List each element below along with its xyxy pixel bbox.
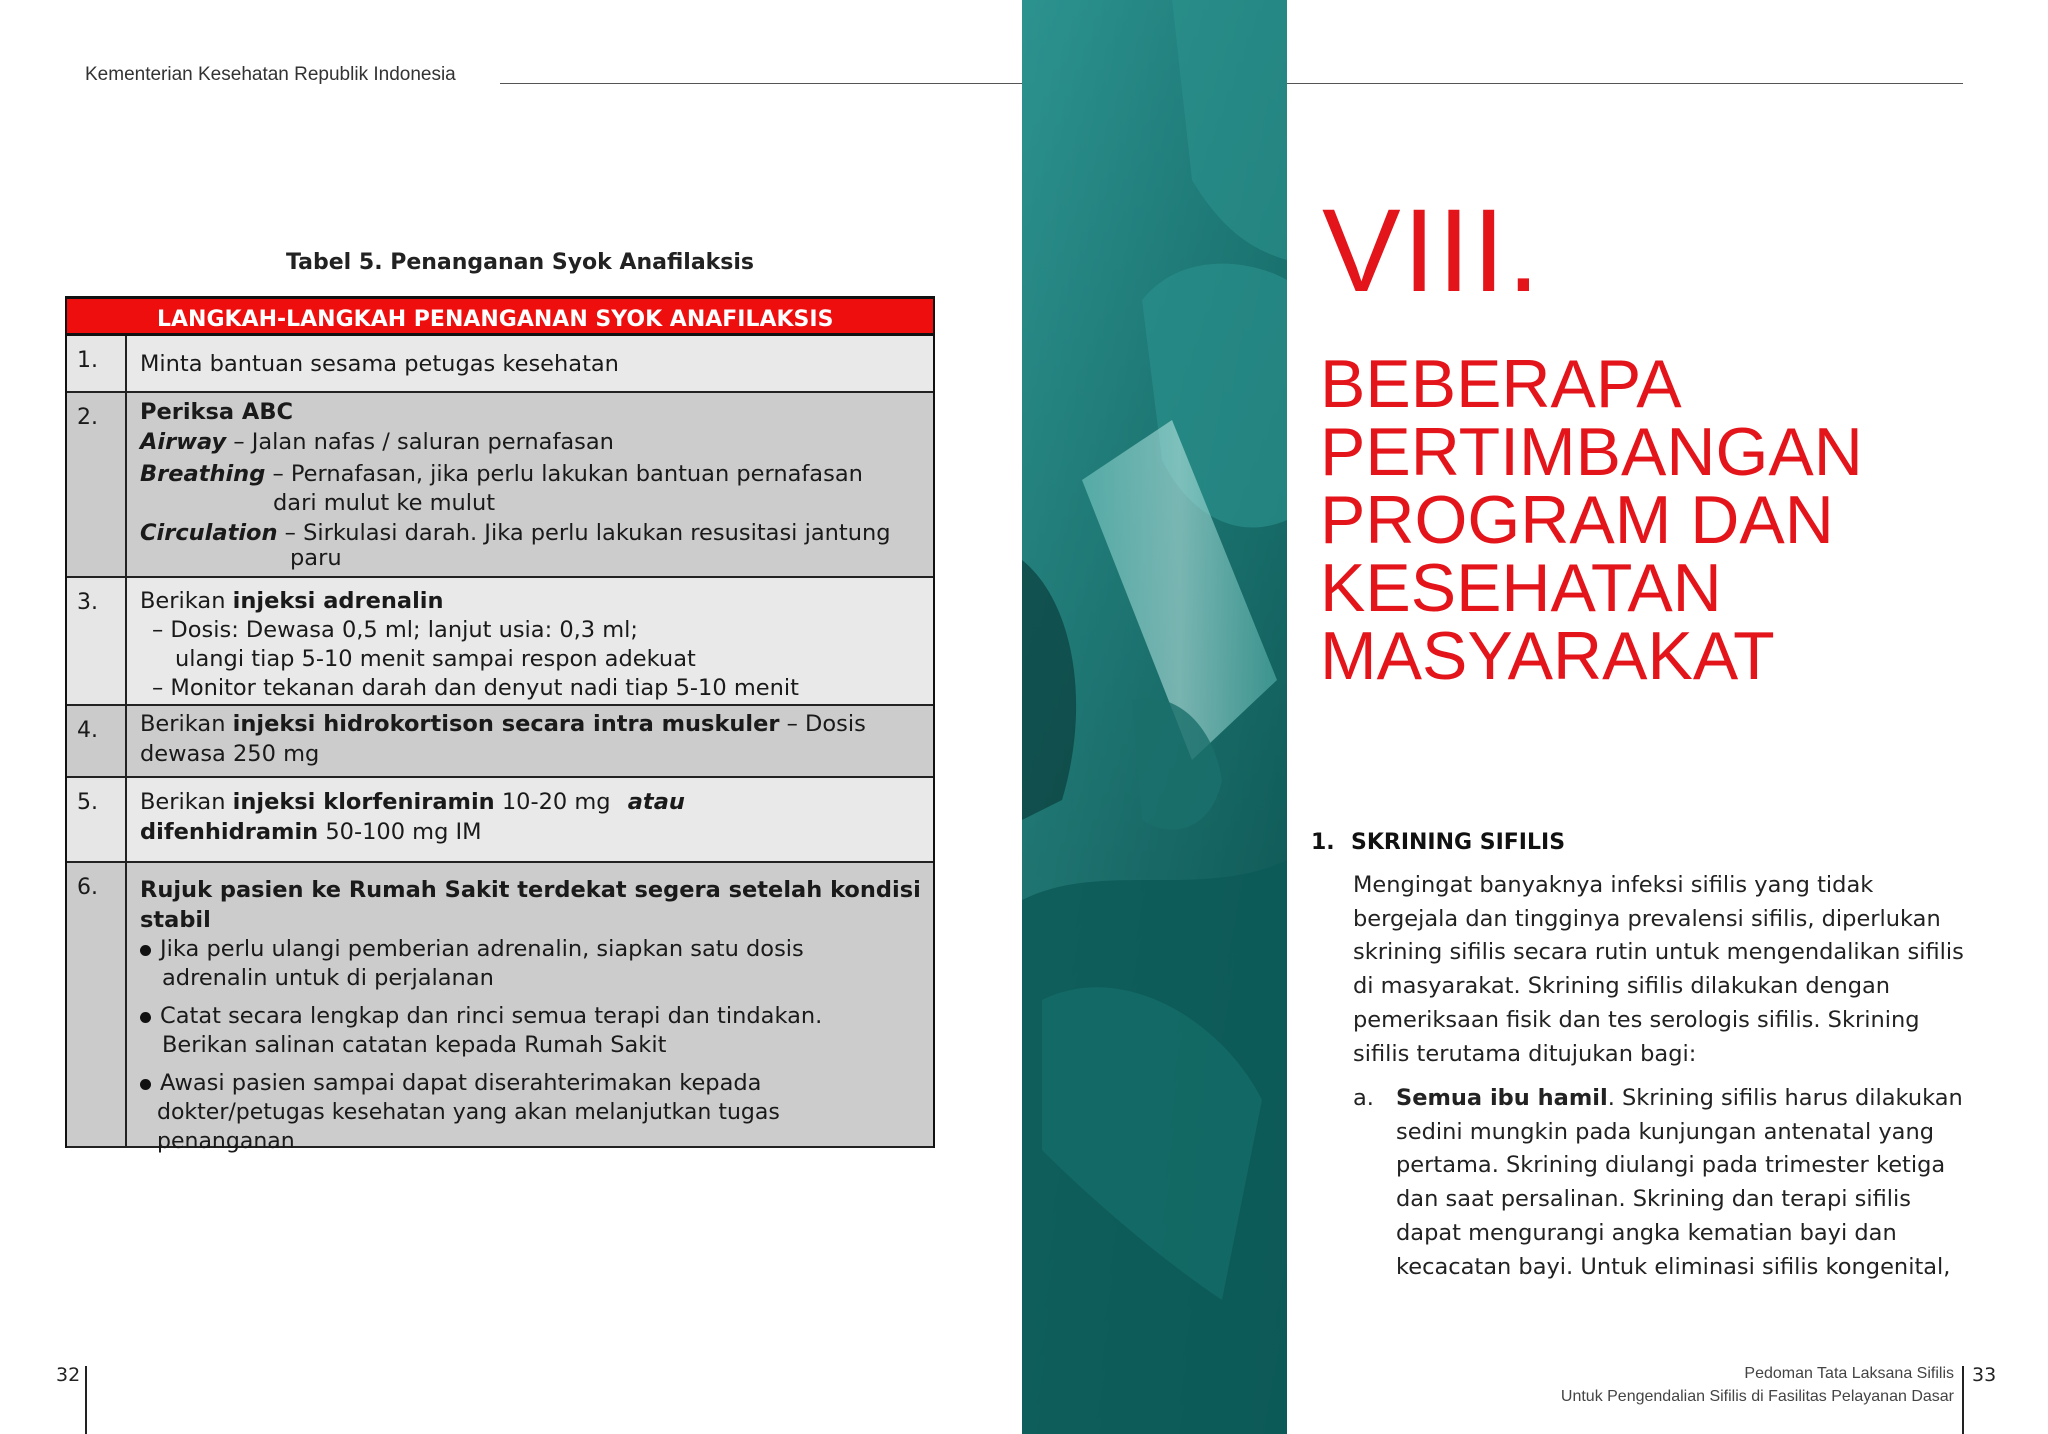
table-row bbox=[67, 863, 933, 1154]
section-title: SKRINING SIFILIS bbox=[1351, 830, 1566, 855]
row-content bbox=[127, 778, 933, 861]
footer-divider-right bbox=[1962, 1366, 1964, 1434]
dose-line: – Dosis: Dewasa 0,5 ml; lanjut usia: 0,3 ml; bbox=[152, 617, 639, 643]
row-number: 6. bbox=[67, 863, 127, 1146]
bullet-item: Catat secara lengkap dan rinci semua terapi dan tindakan. bbox=[140, 1002, 923, 1031]
table-title: Tabel 5. Penanganan Syok Anafilaksis bbox=[286, 250, 755, 275]
row-number: 3. bbox=[67, 578, 127, 704]
row-number: 1. bbox=[67, 336, 127, 391]
row-content bbox=[127, 863, 933, 1154]
section-heading bbox=[1311, 830, 1565, 855]
row-content bbox=[127, 706, 933, 776]
section-paragraph: Mengingat banyaknya infeksi sifilis yang tidak bergejala dan tingginya prevalensi sifilis, diperlukan skrining sifilis secara rutin untuk mengendalikan sifilis di masyarakat. Skrining sifilis dilakukan dengan pemeriksaan fisik dan tes serologis sifilis. Skrining sifilis terutama ditujukan bagi: bbox=[1353, 872, 1964, 1067]
row-number: 5. bbox=[67, 778, 127, 861]
table-header: LANGKAH-LANGKAH PENANGANAN SYOK ANAFILAKSIS bbox=[67, 296, 933, 336]
dose-line: ulangi tiap 5-10 menit sampai respon adekuat bbox=[175, 646, 696, 672]
airway-line: Airway – Jalan nafas / saluran pernafasan bbox=[140, 429, 614, 455]
book-subtitle-line: Untuk Pengendalian Sifilis di Fasilitas Pelayanan Dasar bbox=[1560, 1388, 1954, 1405]
bullet-cont: adrenalin untuk di perjalanan bbox=[162, 965, 494, 991]
book-title-line: Pedoman Tata Laksana Sifilis bbox=[1744, 1365, 1954, 1382]
chapter-title-line: PROGRAM DAN bbox=[1320, 482, 1834, 558]
table-row bbox=[67, 393, 933, 578]
chapter-title bbox=[1320, 346, 1863, 694]
row-text: Minta bantuan sesama petugas kesehatan bbox=[140, 351, 619, 377]
circulation-cont: paru bbox=[290, 545, 342, 571]
table-row bbox=[67, 778, 933, 863]
row-title: Rujuk pasien ke Rumah Sakit terdekat segera setelah kondisi bbox=[140, 877, 921, 903]
row-intro: Berikan injeksi adrenalin bbox=[140, 588, 444, 614]
header-rule-right bbox=[1287, 83, 1963, 84]
footer-divider-left bbox=[85, 1366, 87, 1434]
table-row bbox=[67, 706, 933, 778]
bullet-item: Jika perlu ulangi pemberian adrenalin, siapkan satu dosis bbox=[140, 935, 923, 964]
table-row bbox=[67, 336, 933, 393]
header-rule-left bbox=[500, 83, 1022, 84]
lab-photo-image bbox=[1022, 0, 1287, 1434]
breathing-cont: dari mulut ke mulut bbox=[273, 490, 496, 516]
running-header: Kementerian Kesehatan Republik Indonesia bbox=[85, 64, 456, 85]
table-row bbox=[67, 578, 933, 706]
chapter-number: VIII. bbox=[1322, 185, 1542, 317]
list-label: a. bbox=[1353, 1085, 1374, 1111]
chapter-title-line: BEBERAPA bbox=[1320, 346, 1682, 422]
row-intro: Berikan injeksi hidrokortison secara intra muskuler – Dosis bbox=[140, 711, 866, 737]
anaphylaxis-table bbox=[65, 296, 935, 1154]
lab-photo-illustration bbox=[1022, 0, 1287, 1434]
section-number: 1. bbox=[1311, 830, 1335, 855]
breathing-line: Breathing – Pernafasan, jika perlu lakukan bantuan pernafasan bbox=[140, 461, 863, 487]
book-title-footer bbox=[1561, 1362, 1954, 1408]
chapter-title-line: MASYARAKAT bbox=[1320, 618, 1775, 694]
bullet-cont: dokter/petugas kesehatan yang akan melanjutkan tugas penanganan bbox=[157, 1100, 780, 1154]
chapter-title-line: KESEHATAN bbox=[1320, 550, 1722, 626]
row-line: Berikan injeksi klorfeniramin 10-20 mg atau bbox=[140, 789, 685, 815]
page-number-right: 33 bbox=[1972, 1364, 1997, 1386]
circulation-line: Circulation – Sirkulasi darah. Jika perlu lakukan resusitasi jantung bbox=[140, 520, 891, 546]
row-cont: dewasa 250 mg bbox=[140, 741, 320, 767]
row-content bbox=[127, 336, 933, 391]
row-content bbox=[127, 393, 933, 576]
bullet-item: Awasi pasien sampai dapat diserahterimakan kepada bbox=[140, 1069, 923, 1098]
row-content bbox=[127, 578, 933, 704]
monitor-line: – Monitor tekanan darah dan denyut nadi tiap 5-10 menit bbox=[152, 675, 799, 701]
row-number: 2. bbox=[67, 393, 127, 576]
row-title-cont: stabil bbox=[140, 907, 211, 933]
row-line: difenhidramin 50-100 mg IM bbox=[140, 819, 482, 845]
list-item bbox=[1353, 1082, 1983, 1284]
row-title: Periksa ABC bbox=[140, 399, 294, 425]
bullet-cont: Berikan salinan catatan kepada Rumah Sakit bbox=[162, 1032, 667, 1058]
list-text: Semua ibu hamil. Skrining sifilis harus dilakukan sedini mungkin pada kunjungan antenatal yang pertama. Skrining diulangi pada trimester ketiga dan saat persalinan. Skrining dan terapi sifilis dapat mengurangi angka kematian bayi dan kecacatan bayi. Untuk eliminasi sifilis kongenital, bbox=[1396, 1085, 1963, 1280]
chapter-title-line: PERTIMBANGAN bbox=[1320, 414, 1863, 490]
page-number-left: 32 bbox=[56, 1364, 81, 1386]
row-number: 4. bbox=[67, 706, 127, 776]
